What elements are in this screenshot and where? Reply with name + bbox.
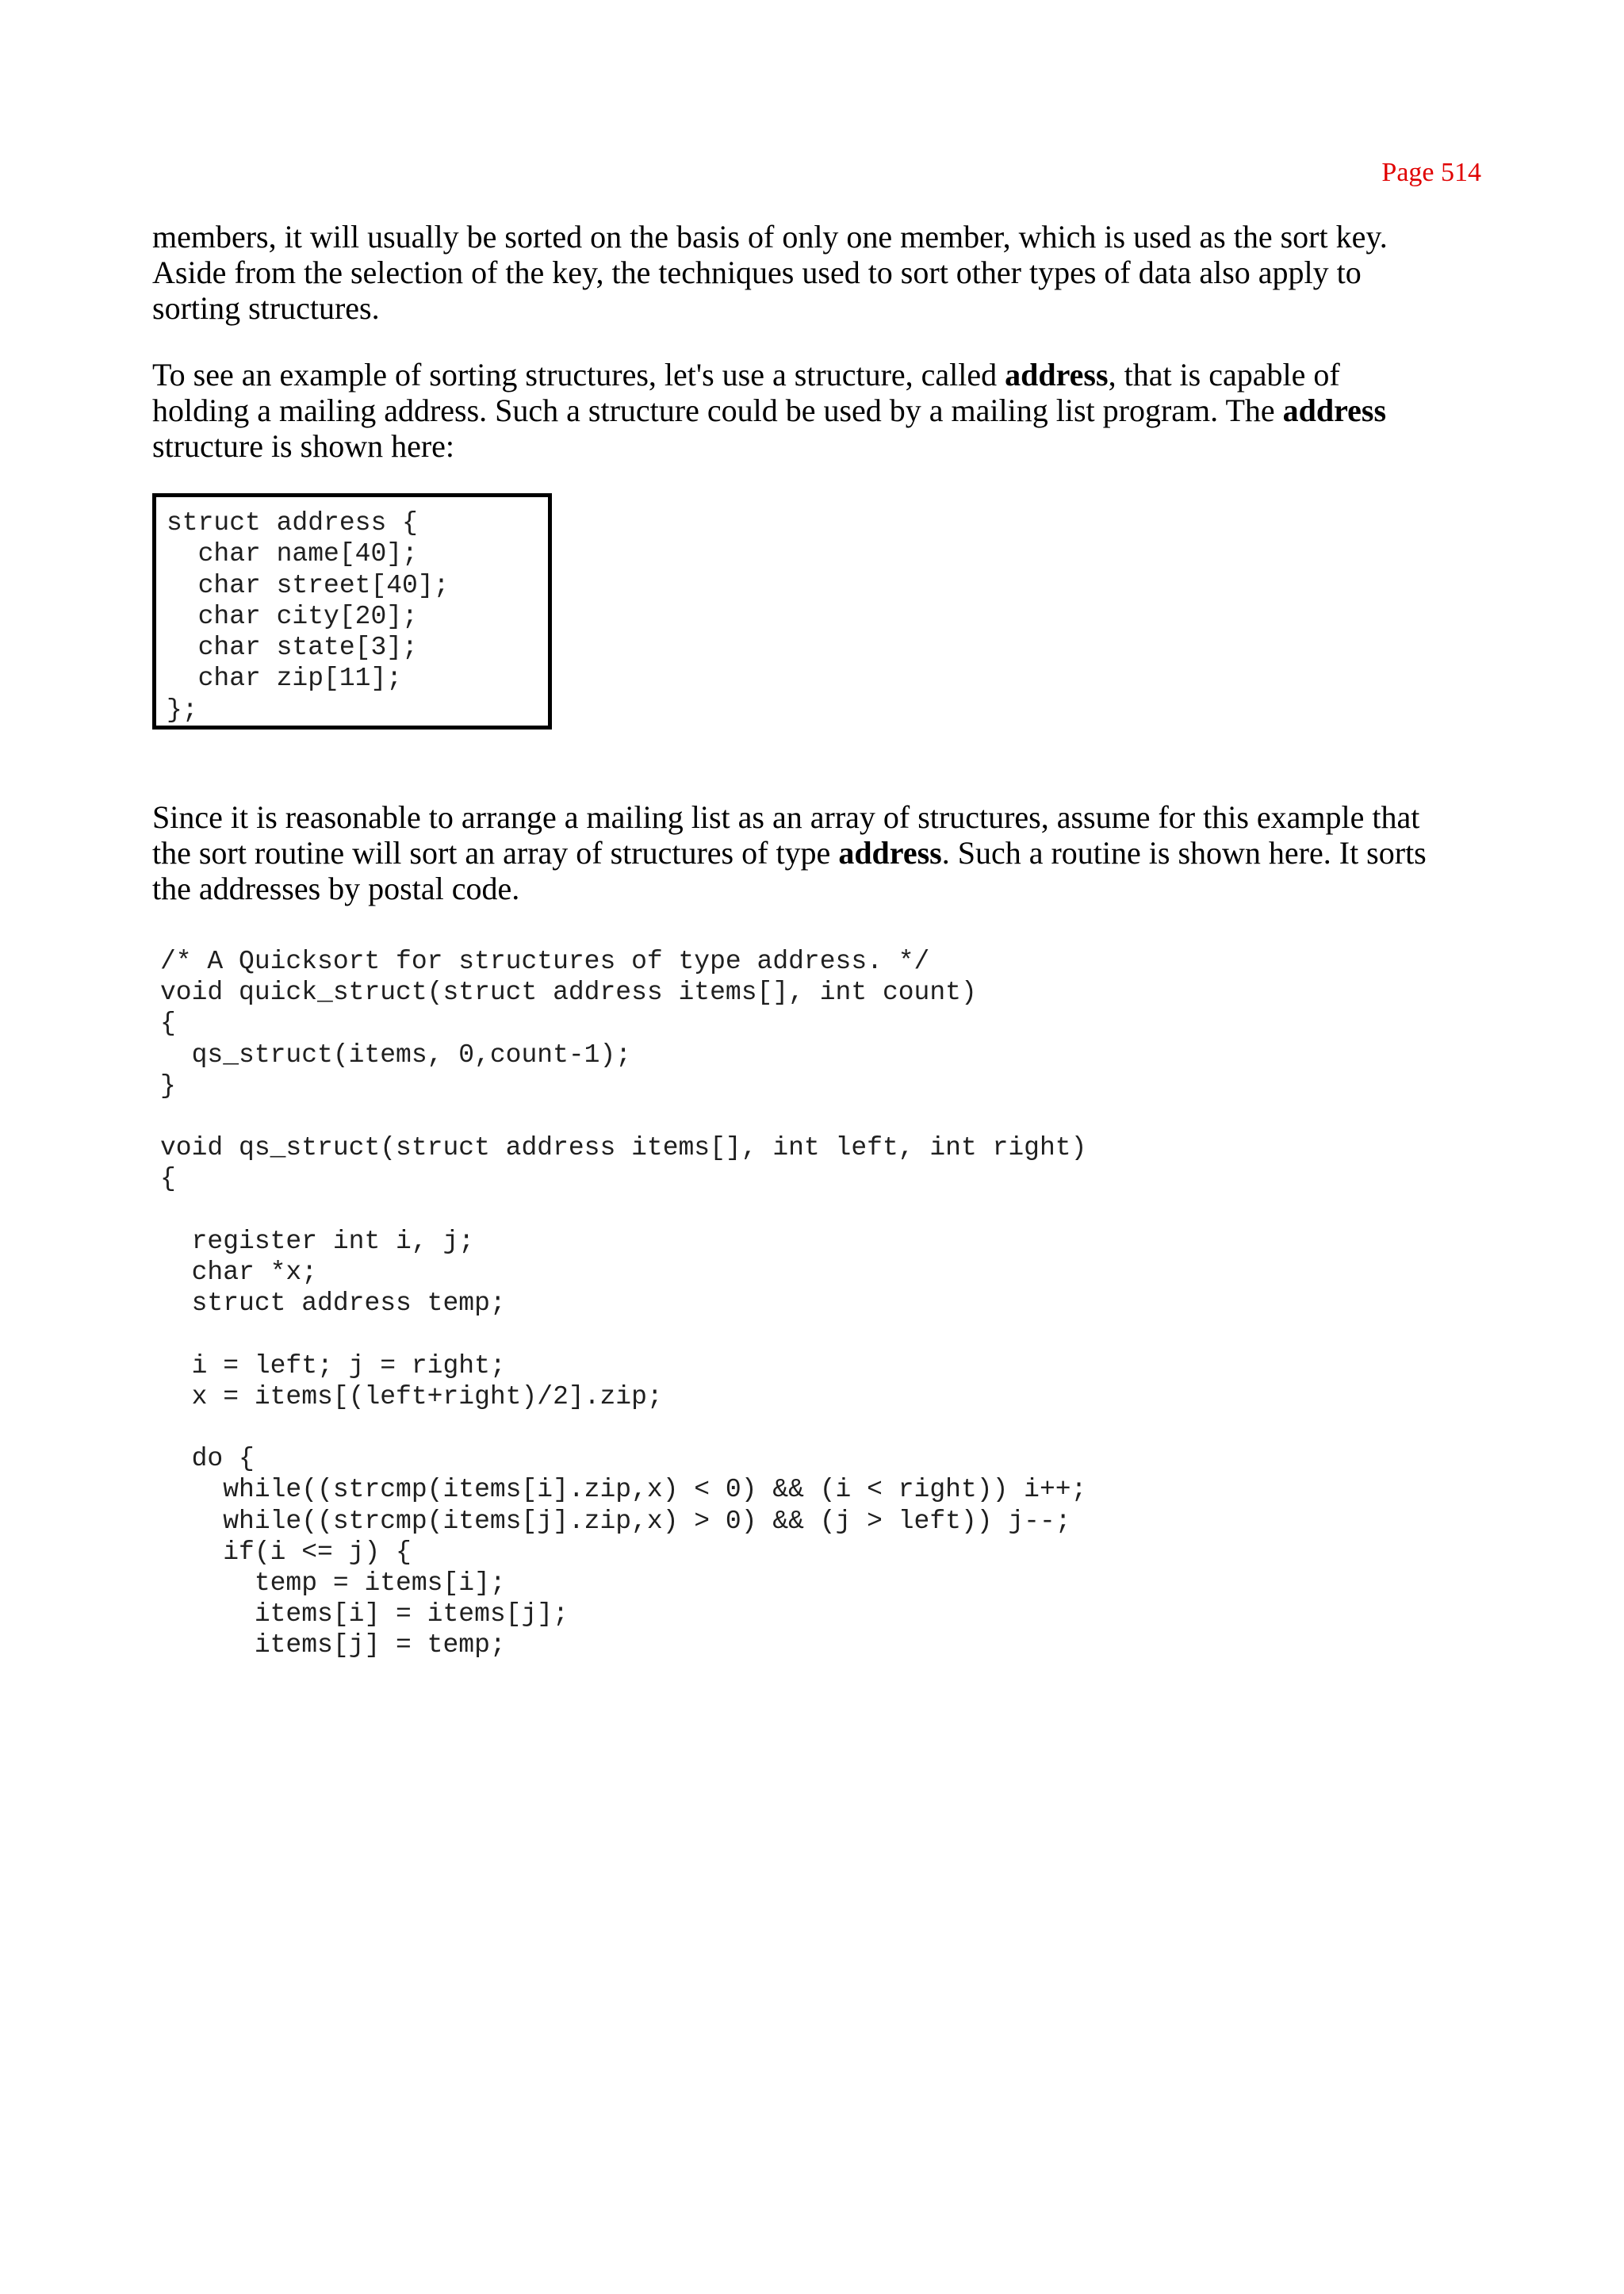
code-line: void quick_struct(struct address items[], int count) (160, 978, 977, 1008)
text-line: structure is shown here: (152, 428, 455, 464)
code-line: while((strcmp(items[i].zip,x) < 0) && (i < right)) i++; (160, 1475, 1087, 1505)
code-line: { (160, 1009, 176, 1039)
code-line: struct address { (167, 508, 418, 538)
code-line: char *x; (160, 1258, 318, 1288)
code-line: i = left; j = right; (160, 1350, 506, 1381)
struct-code (167, 507, 449, 726)
code-line: char state[3]; (167, 633, 418, 663)
code-line: x = items[(left+right)/2].zip; (160, 1381, 663, 1411)
bold-term: address (1282, 393, 1387, 428)
text-line: members, it will usually be sorted on the basis of only one member, which is used as the sort key. (152, 219, 1388, 255)
code-line (160, 1412, 1086, 1443)
paragraph-sort-key (152, 219, 1500, 326)
text-line: Aside from the selection of the key, the techniques used to sort other types of data also apply to (152, 255, 1362, 290)
code-line (160, 1319, 1086, 1350)
paragraph-address-structure (152, 357, 1500, 464)
text-run: . Such a routine is shown here. It sorts (941, 835, 1427, 871)
text-line (152, 393, 1500, 428)
text-line: sorting structures. (152, 290, 380, 326)
code-line: struct address temp; (160, 1289, 506, 1319)
code-line: void qs_struct(struct address items[], int left, int right) (160, 1133, 1087, 1163)
code-line: register int i, j; (160, 1226, 475, 1256)
text-run: To see an example of sorting structures, let's use a structure, called (152, 357, 1005, 393)
quicksort-listing (160, 946, 1086, 1661)
code-line: if(i <= j) { (160, 1537, 412, 1567)
code-line: { (160, 1164, 176, 1194)
code-line: char name[40]; (167, 539, 418, 569)
code-line: qs_struct(items, 0,count-1); (160, 1040, 632, 1070)
bold-term: address (838, 835, 942, 871)
text-run: , that is capable of (1108, 357, 1340, 393)
bold-term: address (1005, 357, 1109, 393)
code-line: char street[40]; (167, 570, 450, 600)
struct-code-box (152, 493, 552, 730)
code-line: }; (167, 695, 198, 725)
text-run: holding a mailing address. Such a structure could be used by a mailing list program. The (152, 393, 1283, 428)
text-run: the sort routine will sort an array of structures of type (152, 835, 839, 871)
code-line (160, 1101, 1086, 1132)
paragraph-sort-routine (152, 799, 1500, 906)
code-line: /* A Quicksort for structures of type address. */ (160, 947, 930, 976)
code-line: do { (160, 1444, 255, 1474)
code-line (160, 1195, 1086, 1226)
code-line: items[j] = temp; (160, 1630, 506, 1660)
page-number: Page 514 (1381, 158, 1481, 187)
code-line: char zip[11]; (167, 664, 403, 694)
text-line (152, 835, 1500, 871)
text-line (152, 357, 1500, 393)
code-line: temp = items[i]; (160, 1568, 506, 1599)
code-line: while((strcmp(items[j].zip,x) > 0) && (j > left)) j--; (160, 1506, 1071, 1536)
code-line: items[i] = items[j]; (160, 1599, 569, 1630)
text-line: Since it is reasonable to arrange a mailing list as an array of structures, assume for this example that (152, 799, 1420, 835)
text-line: the addresses by postal code. (152, 871, 520, 906)
code-line: char city[20]; (167, 601, 418, 631)
code-line: } (160, 1070, 176, 1101)
